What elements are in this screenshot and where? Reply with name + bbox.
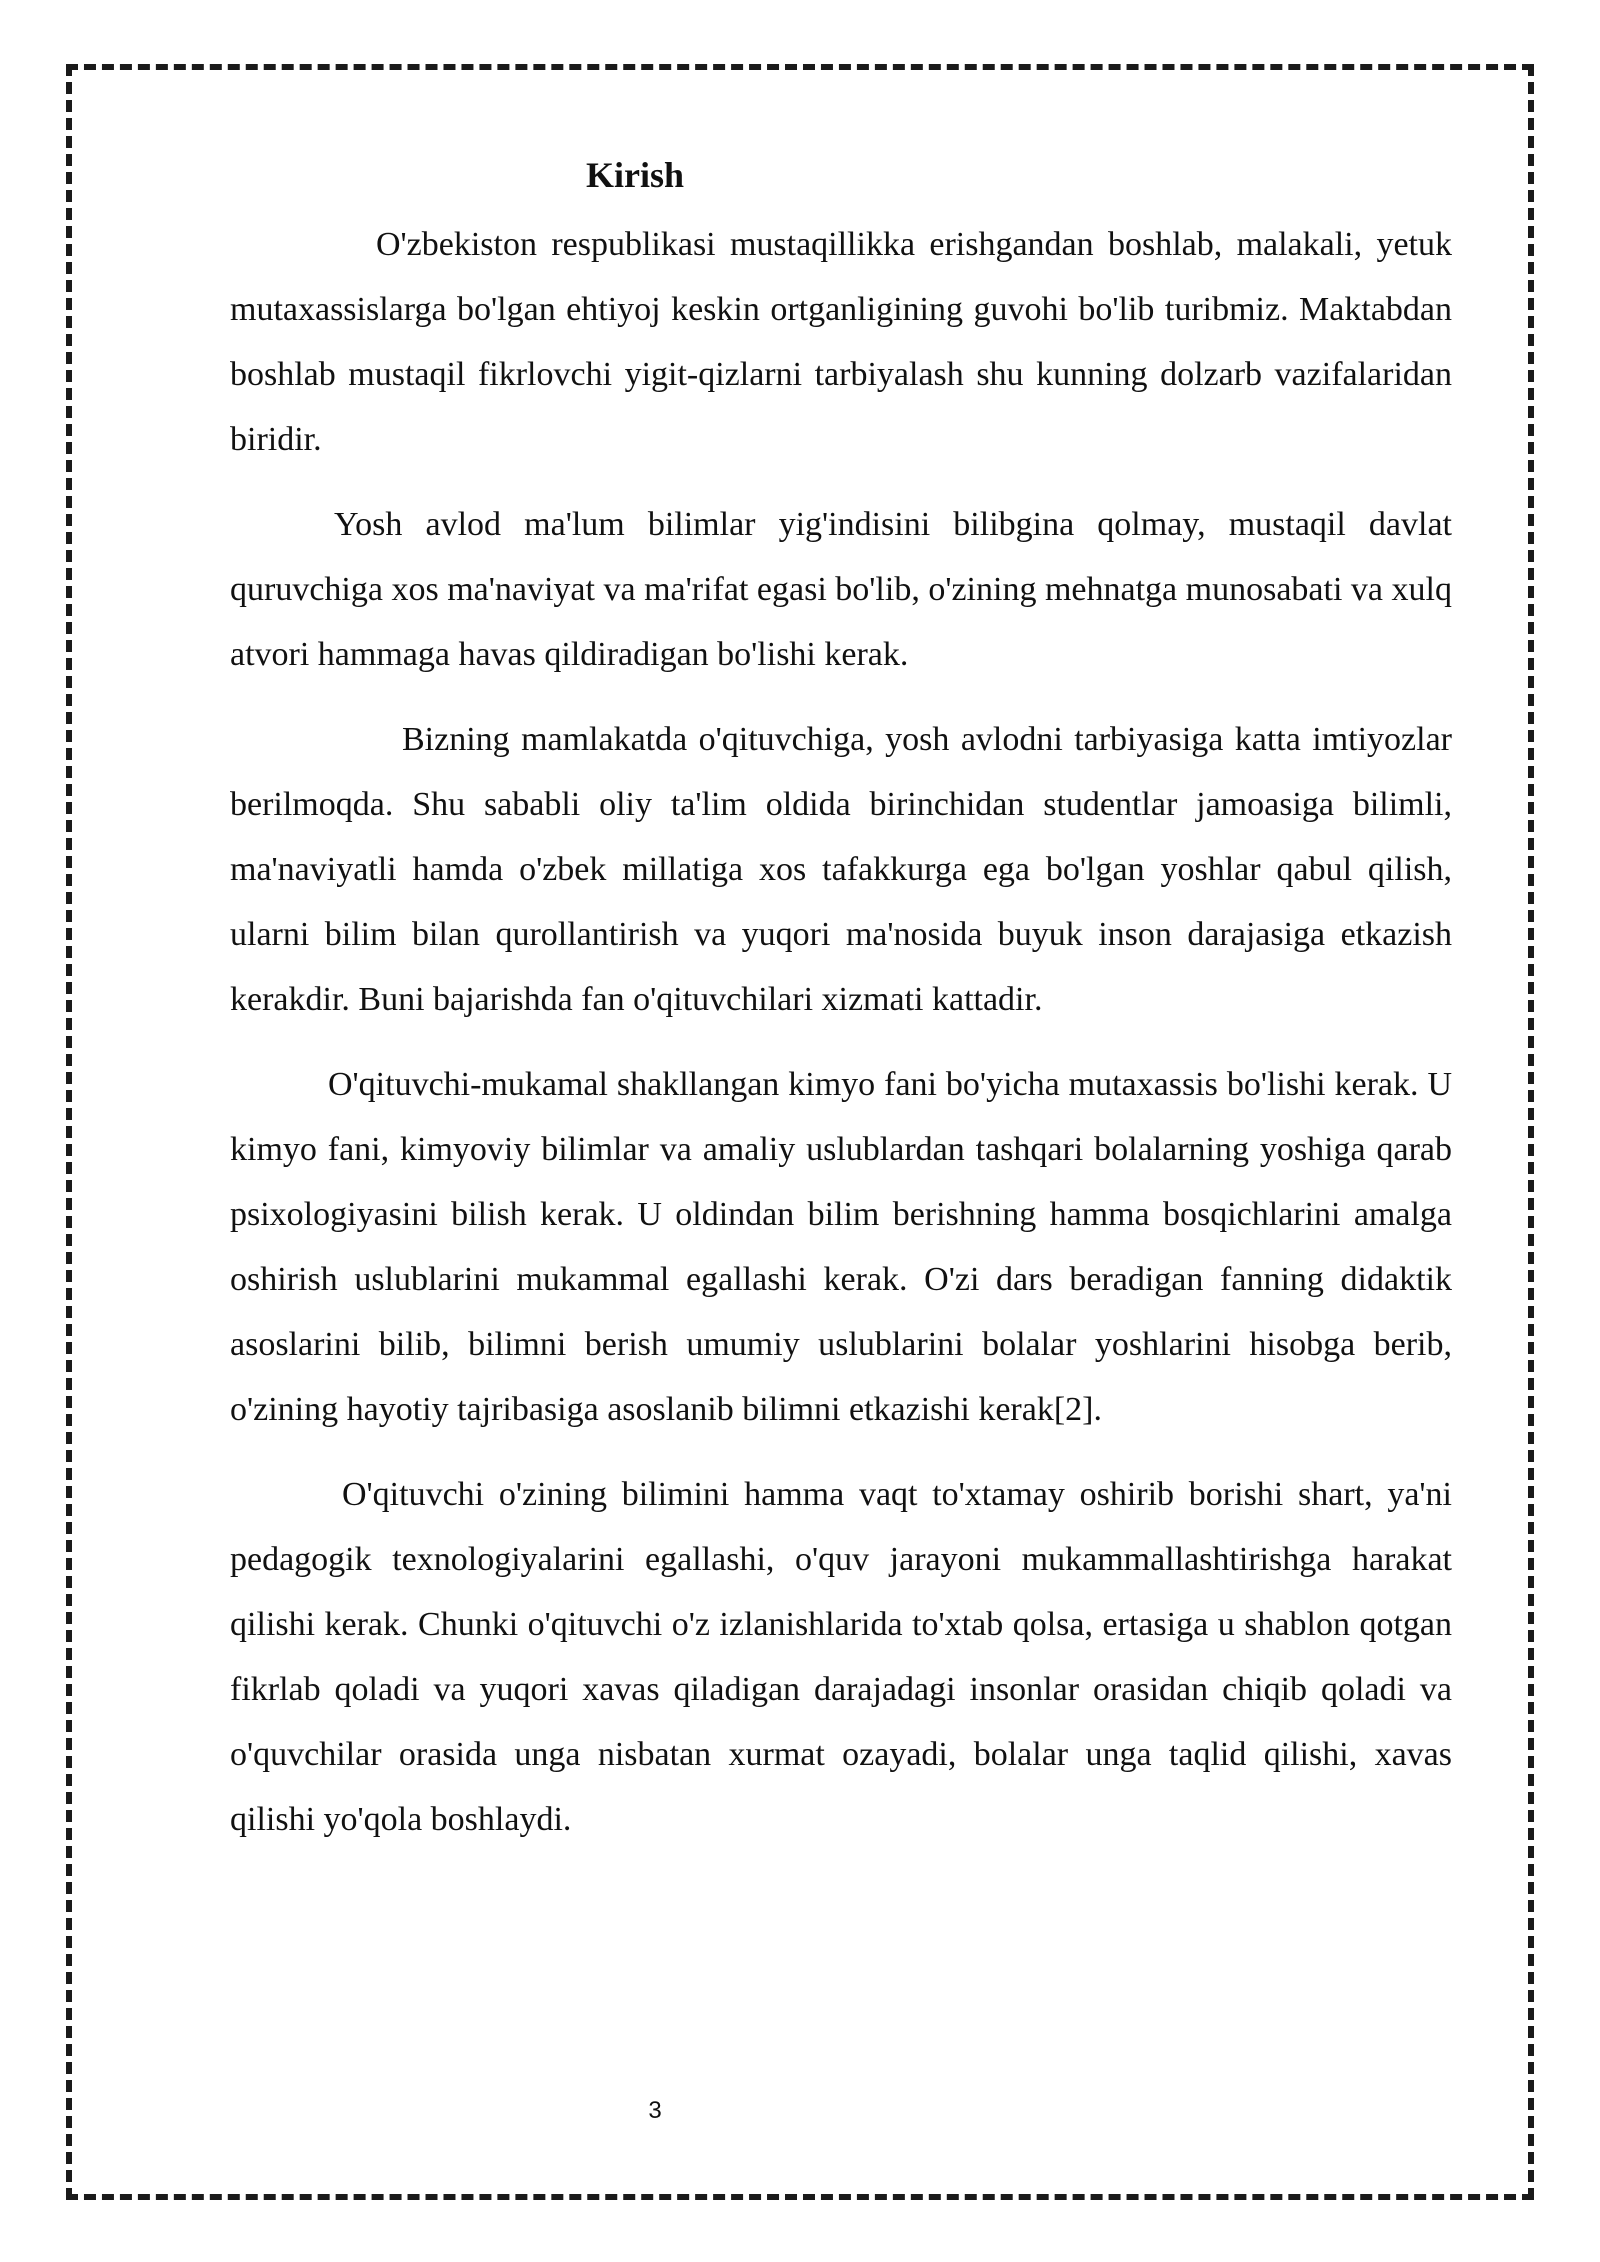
paragraph-4: O'qituvchi-mukamal shakllangan kimyo fani bo'yicha mutaxassis bo'lishi kerak. U kimyo fani, kimyoviy bilimlar va amaliy uslublardan tashqari bolalarning yoshiga qarab psixologiyasini bilish kerak. U oldindan bilim berishning hamma bosqichlarini amalga oshirish uslublarini mukammal egallashi kerak. O'zi dars beradigan fanning didaktik asoslarini bilib, bilimni berish umumiy uslublarini bolalar yoshlarini hisobga berib, o'zining hayotiy tajribasiga asoslanib bilimni etkazishi kerak[2].	[230, 1066, 1452, 1428]
section-title: Kirish	[586, 155, 685, 195]
paragraph-1: O'zbekiston respublikasi mustaqillikka erishgandan boshlab, malakali, yetuk mutaxassislarga bo'lgan ehtiyoj keskin ortganligining guvohi bo'lib turibmiz. Maktabdan boshlab mustaqil fikrlovchi yigit-qizlarni tarbiyalash shu kunning dolzarb vazifalaridan biridir.	[230, 226, 1452, 458]
paragraph-2: Yosh avlod ma'lum bilimlar yig'indisini bilibgina qolmay, mustaqil davlat quruvchiga xos ma'naviyat va ma'rifat egasi bo'lib, o'zining mehnatga munosabati va xulq atvori hammaga havas qildiradigan bo'lishi kerak.	[230, 506, 1452, 673]
paragraph-3: Bizning mamlakatda o'qituvchiga, yosh avlodni tarbiyasiga katta imtiyozlar berilmoqda. Shu sababli oliy ta'lim oldida birinchidan studentlar jamoasiga bilimli, ma'naviyatli hamda o'zbek millatiga xos tafakkurga ega bo'lgan yoshlar qabul qilish, ularni bilim bilan qurollantirish va yuqori ma'nosida buyuk inson darajasiga etkazish kerakdir. Buni bajarishda fan o'qituvchilari xizmati kattadir.	[230, 721, 1452, 1018]
paragraph-5: O'qituvchi o'zining bilimini hamma vaqt to'xtamay oshirib borishi shart, ya'ni pedagogik texnologiyalarini egallashi, o'quv jarayoni mukammallashtirishga harakat qilishi kerak. Chunki o'qituvchi o'z izlanishlarida to'xtab qolsa, ertasiga u shablon qotgan fikrlab qoladi va yuqori xavas qiladigan darajadagi insonlar orasidan chiqib qoladi va o'quvchilar orasida unga nisbatan xurmat ozayadi, bolalar unga taqlid qilishi, xavas qilishi yo'qola boshlaydi.	[230, 1476, 1452, 1838]
page-number: 3	[648, 2097, 662, 2124]
document-body	[230, 140, 1452, 1872]
